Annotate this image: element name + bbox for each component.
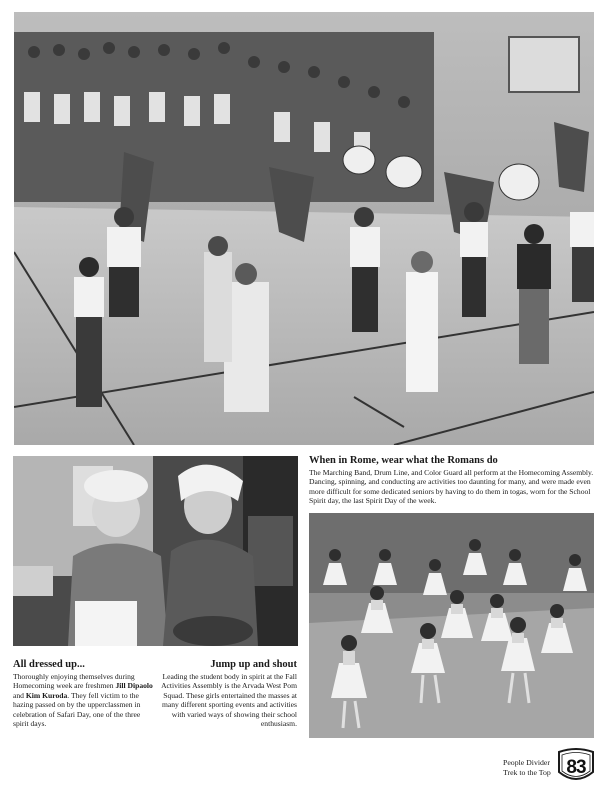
caption-title: Jump up and shout xyxy=(210,659,297,670)
page-footer xyxy=(503,758,563,778)
theme-name: Trek to the Top xyxy=(503,768,551,777)
caption-when-in-rome xyxy=(309,455,597,506)
section-name: People Divider xyxy=(503,758,550,767)
photo-pom-squad xyxy=(309,513,594,738)
caption-title: All dressed up... xyxy=(13,659,85,670)
caption-body: The Marching Band, Drum Line, and Color Guard all perform at the Homecoming Assembly. Dancing, spinning, and conducting are activities too daunting for many, and were made even more difficult for some dedicated seniors by having to do them in togas, worn for the School Spirit day, the last Spirit Day of the week. xyxy=(309,468,594,506)
caption-text: and xyxy=(13,690,26,700)
student-name: Jill Dipaolo xyxy=(115,681,153,691)
caption-text: . They fell victim to the hazing passed on by the upperclassmen in celebration of Safari Day, one of the three spirit days. xyxy=(13,690,141,729)
caption-body xyxy=(13,672,156,728)
caption-text: Thoroughly enjoying themselves during Homecoming week are freshmen xyxy=(13,672,135,691)
student-name: Kim Kuroda xyxy=(25,690,68,700)
caption-title: When in Rome, wear what the Romans do xyxy=(309,455,498,466)
page-number: 83 xyxy=(566,757,586,778)
caption-jump-up-and-shout xyxy=(156,659,297,728)
photo-dressed-up-freshmen xyxy=(13,456,298,646)
page-number-badge xyxy=(556,746,596,784)
photo-marching-band xyxy=(14,12,594,445)
caption-body: Leading the student body in spirit at the Fall Activities Assembly is the Arvada West Pom Squad. These girls entertained the masses at many different sporting events and activities with varied ways of showing their school enthusiasm. xyxy=(161,672,297,729)
caption-all-dressed-up xyxy=(13,659,156,728)
